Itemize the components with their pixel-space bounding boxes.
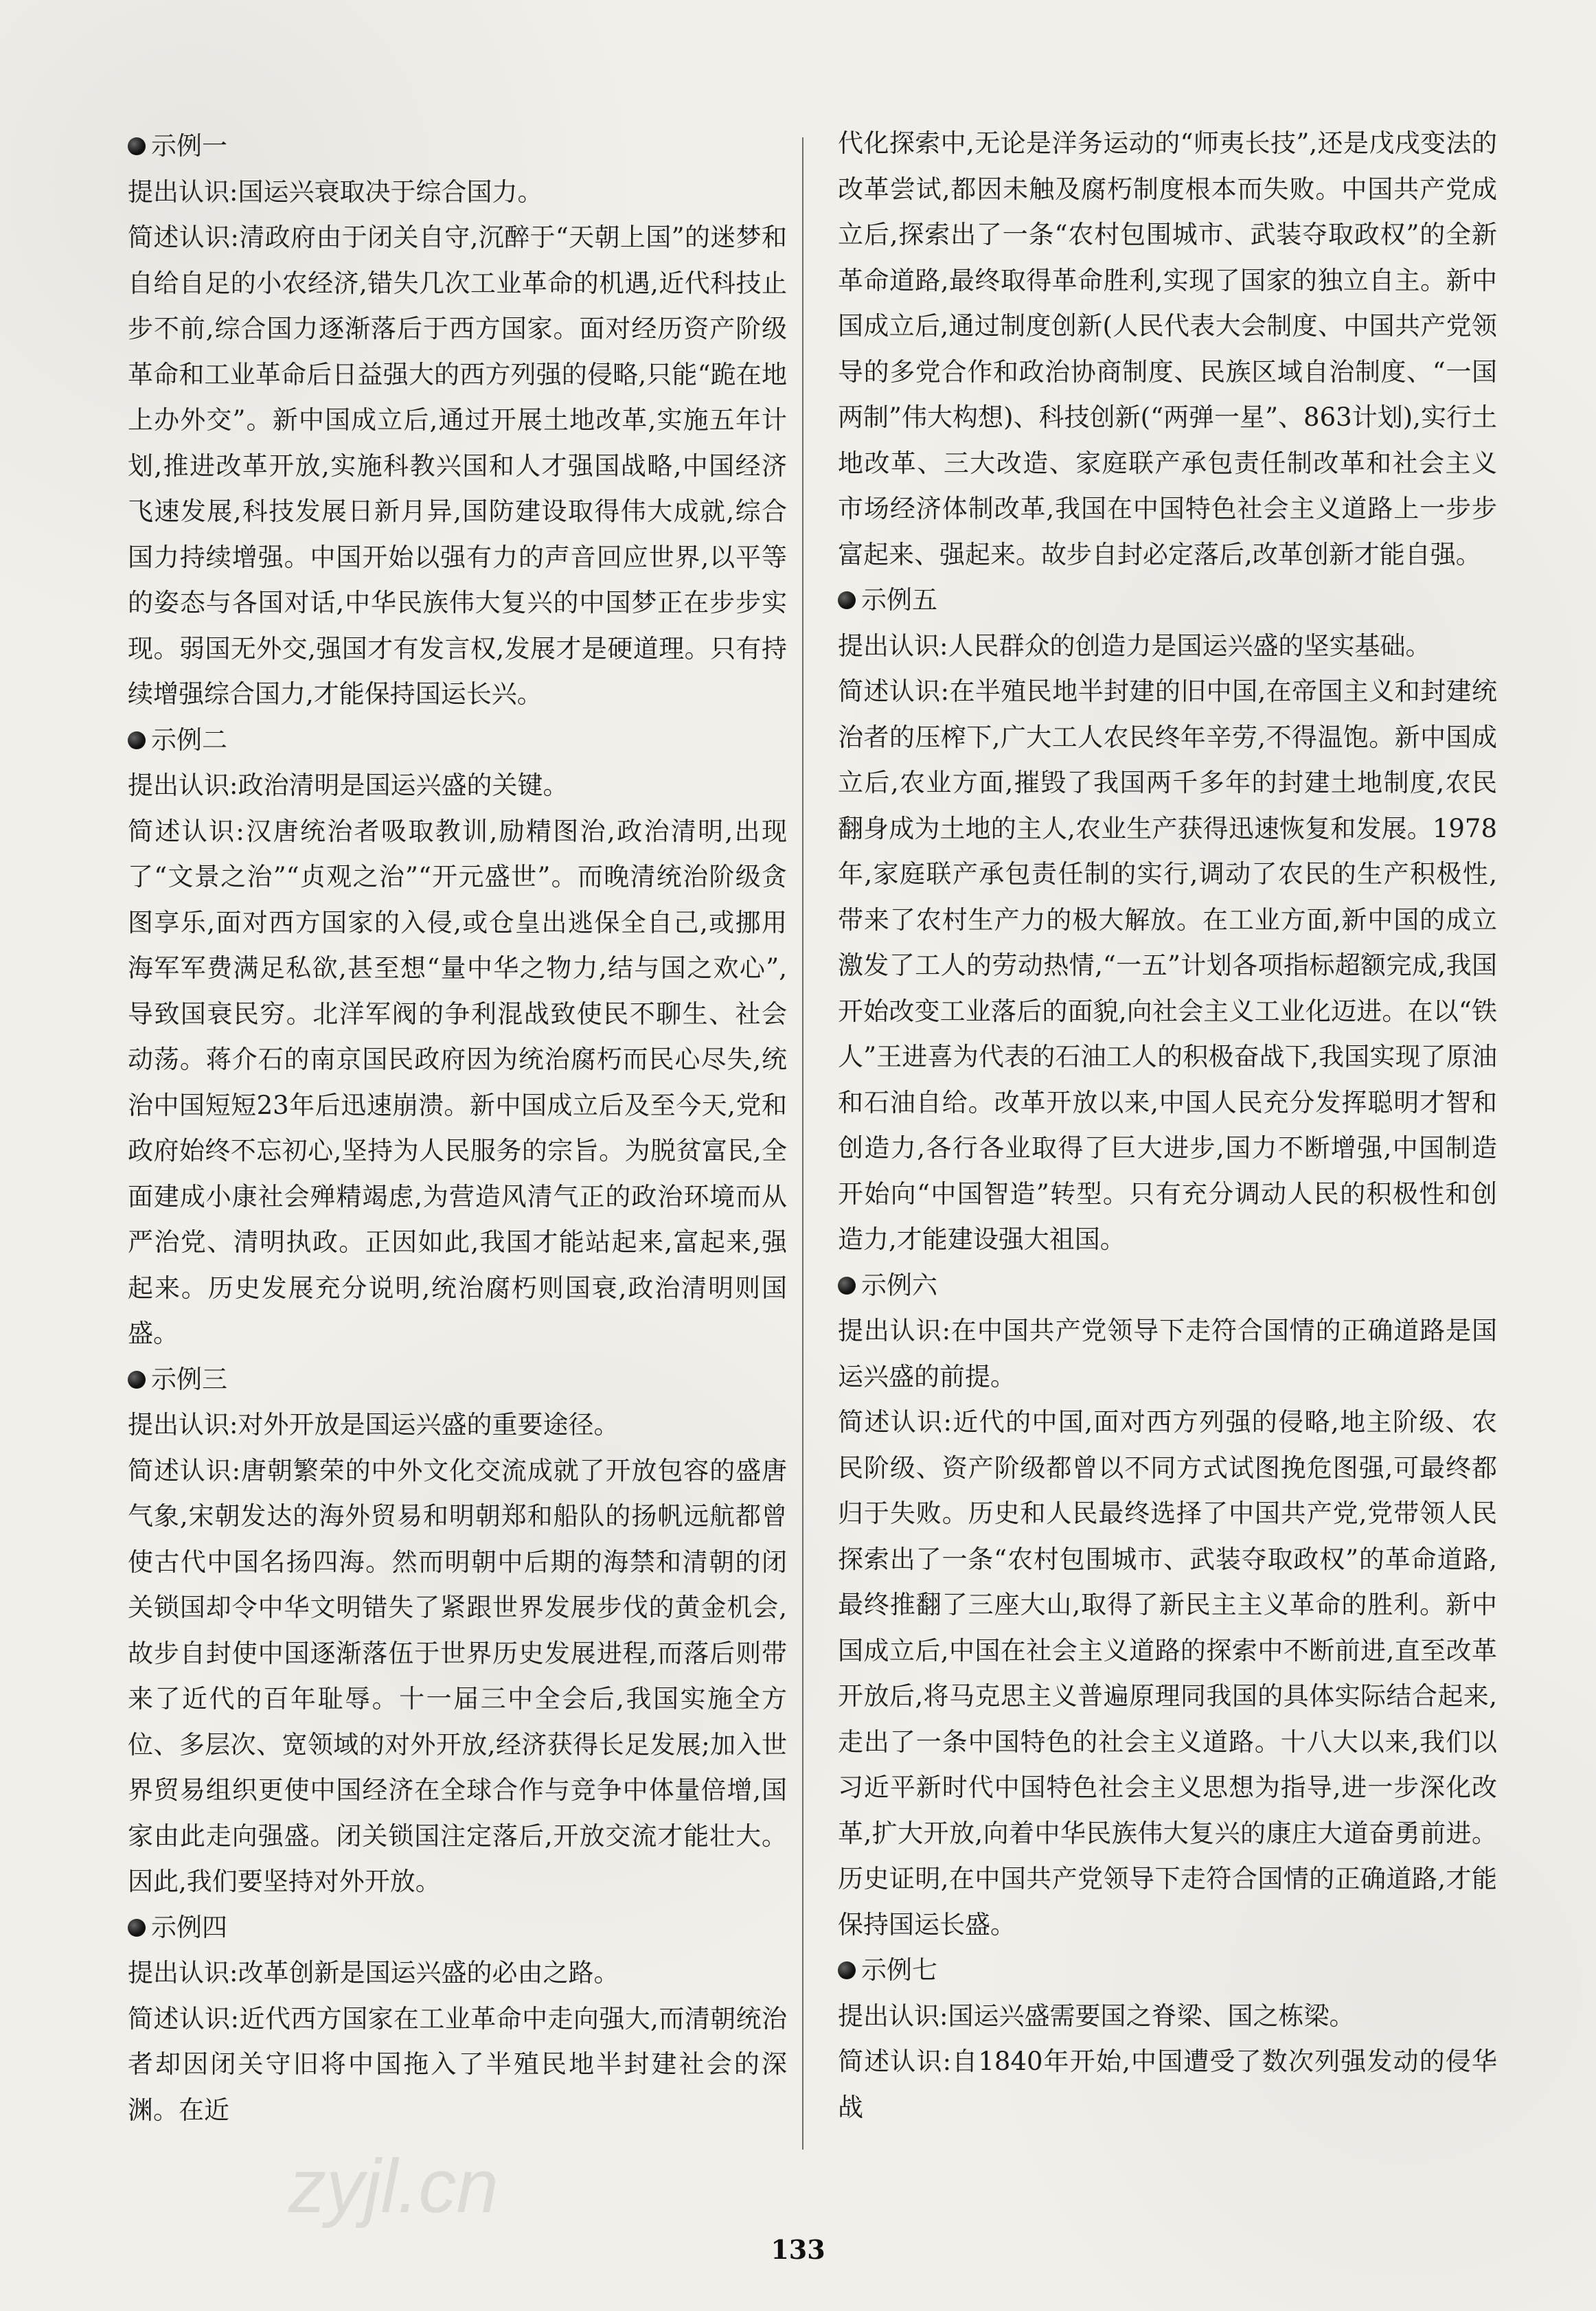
page-number: 133: [771, 2233, 825, 2265]
explanation-paragraph: 简述认识:在半殖民地半封建的旧中国,在帝国主义和封建统治者的压榨下,广大工人农民终年辛劳,不得温饱。新中国成立后,农业方面,摧毁了我国两千多年的封建土地制度,农民翻身成为土地的主人,农业生产获得迅速恢复和发展。1978年,家庭联产承包责任制的实行,调动了农民的生产积极性,带来了农村生产力的极大解放。在工业方面,新中国的成立激发了工人的劳动热情,“一五”计划各项指标超额完成,我国开始改变工业落后的面貌,向社会主义工业化迈进。在以“铁人”王进喜为代表的石油工人的积极奋战下,我国实现了原油和石油自给。改革开放以来,中国人民充分发挥聪明才智和创造力,各行各业取得了巨大进步,国力不断增强,中国制造开始向“中国智造”转型。只有充分调动人民的积极性和创造力,才能建设强大祖国。: [838, 676, 1497, 1254]
claim-paragraph: 提出认识:对外开放是国运兴盛的重要途径。: [128, 1410, 619, 1439]
section-heading: [838, 1263, 1497, 1309]
explanation-paragraph: 简述认识:唐朝繁荣的中外文化交流成就了开放包容的盛唐气象,宋朝发达的海外贸易和明朝郑和船队的扬帆远航都曾使古代中国名扬四海。然而明朝中后期的海禁和清朝的闭关锁国却令中华文明错失了紧跟世界发展步伐的黄金机会,故步自封使中国逐渐落伍于世界历史发展进程,而落后则带来了近代的百年耻辱。十一届三中全会后,我国实施全方位、多层次、宽领域的对外开放,经济获得长足发展;加入世界贸易组织更使中国经济在全球合作与竞争中体量倍增,国家由此走向强盛。闭关锁国注定落后,开放交流才能壮大。因此,我们要坚持对外开放。: [128, 1455, 787, 1896]
claim-paragraph: 提出认识:国运兴盛需要国之脊梁、国之栋梁。: [838, 2001, 1355, 2031]
section-example-2: [128, 718, 787, 1357]
section-heading-text: 示例一: [151, 131, 227, 161]
bullet-icon: [128, 137, 146, 155]
section-heading-text: 示例三: [151, 1364, 227, 1394]
section-heading: [128, 718, 787, 764]
section-example-6: [838, 1263, 1497, 1948]
section-example-4-continued: [838, 121, 1497, 578]
explanation-paragraph: 简述认识:近代的中国,面对西方列强的侵略,地主阶级、农民阶级、资产阶级都曾以不同方式试图挽危图强,可最终都归于失败。历史和人民最终选择了中国共产党,党带领人民探索出了一条“农村包围城市、武装夺取政权”的革命道路,最终推翻了三座大山,取得了新民主主义革命的胜利。新中国成立后,中国在社会主义道路的探索中不断前进,直至改革开放后,将马克思主义普遍原理同我国的具体实际结合起来,走出了一条中国特色的社会主义道路。十八大以来,我们以习近平新时代中国特色社会主义思想为指导,进一步深化改革,扩大开放,向着中华民族伟大复兴的康庄大道奋勇前进。历史证明,在中国共产党领导下走符合国情的正确道路,才能保持国运长盛。: [838, 1407, 1497, 1939]
section-heading: [838, 1948, 1497, 1994]
section-example-4: [128, 1905, 787, 2134]
section-heading-text: 示例六: [861, 1270, 937, 1300]
bullet-icon: [128, 1371, 146, 1389]
bullet-icon: [128, 731, 146, 749]
section-example-7: [838, 1948, 1497, 2130]
section-example-3: [128, 1357, 787, 1905]
page-number-badge: [767, 2218, 829, 2280]
explanation-paragraph: 简述认识:自1840年开始,中国遭受了数次列强发动的侵华战: [838, 2047, 1497, 2122]
right-column: [838, 121, 1497, 2130]
section-heading: [128, 124, 787, 170]
section-heading-text: 示例二: [151, 725, 227, 755]
claim-paragraph: 提出认识:改革创新是国运兴盛的必由之路。: [128, 1958, 619, 1988]
column-divider: [802, 137, 803, 2150]
bullet-icon: [838, 1277, 856, 1295]
section-example-5: [838, 578, 1497, 1263]
section-heading-text: 示例四: [151, 1912, 227, 1942]
section-example-1: [128, 124, 787, 718]
explanation-paragraph: 简述认识:近代西方国家在工业革命中走向强大,而清朝统治者却因闭关守旧将中国拖入了半殖民地半封建社会的深渊。在近: [128, 2003, 787, 2125]
claim-paragraph: 提出认识:人民群众的创造力是国运兴盛的坚实基础。: [838, 630, 1431, 661]
explanation-paragraph: 代化探索中,无论是洋务运动的“师夷长技”,还是戊戌变法的改革尝试,都因未触及腐朽制度根本而失败。中国共产党成立后,探索出了一条“农村包围城市、武装夺取政权”的全新革命道路,最终取得革命胜利,实现了国家的独立自主。新中国成立后,通过制度创新(人民代表大会制度、中国共产党领导的多党合作和政治协商制度、民族区域自治制度、“一国两制”伟大构想)、科技创新(“两弹一星”、863计划),实行土地改革、三大改造、家庭联产承包责任制改革和社会主义市场经济体制改革,我国在中国特色社会主义道路上一步步富起来、强起来。故步自封必定落后,改革创新才能自强。: [838, 128, 1497, 569]
bullet-icon: [128, 1919, 146, 1937]
bullet-icon: [838, 1961, 856, 1979]
claim-paragraph: 提出认识:在中国共产党领导下走符合国情的正确道路是国运兴盛的前提。: [838, 1316, 1497, 1391]
explanation-paragraph: 简述认识:清政府由于闭关自守,沉醉于“天朝上国”的迷梦和自给自足的小农经济,错失几次工业革命的机遇,近代科技止步不前,综合国力逐渐落后于西方国家。面对经历资产阶级革命和工业革命后日益强大的西方列强的侵略,只能“跪在地上办外交”。新中国成立后,通过开展土地改革,实施五年计划,推进改革开放,实施科教兴国和人才强国战略,中国经济飞速发展,科技发展日新月异,国防建设取得伟大成就,综合国力持续增强。中国开始以强有力的声音回应世界,以平等的姿态与各国对话,中华民族伟大复兴的中国梦正在步步实现。弱国无外交,强国才有发言权,发展才是硬道理。只有持续增强综合国力,才能保持国运长兴。: [128, 223, 787, 709]
section-heading-text: 示例七: [861, 1955, 937, 1985]
left-column: [128, 124, 787, 2133]
section-heading-text: 示例五: [861, 585, 937, 615]
explanation-paragraph: 简述认识:汉唐统治者吸取教训,励精图治,政治清明,出现了“文景之治”“贞观之治”“开元盛世”。而晚清统治阶级贪图享乐,面对西方国家的入侵,或仓皇出逃保全自己,或挪用海军军费满足私欲,甚至想“量中华之物力,结与国之欢心”,导致国衰民穷。北洋军阀的争利混战致使民不聊生、社会动荡。蒋介石的南京国民政府因为统治腐朽而民心尽失,统治中国短短23年后迅速崩溃。新中国成立后及至今天,党和政府始终不忘初心,坚持为人民服务的宗旨。为脱贫富民,全面建成小康社会殚精竭虑,为营造风清气正的政治环境而从严治党、清明执政。正因如此,我国才能站起来,富起来,强起来。历史发展充分说明,统治腐朽则国衰,政治清明则国盛。: [128, 816, 787, 1348]
claim-paragraph: 提出认识:国运兴衰取决于综合国力。: [128, 177, 543, 207]
bullet-icon: [838, 591, 856, 609]
watermark: zyjl.cn: [288, 2144, 499, 2229]
section-heading: [128, 1905, 787, 1951]
section-heading: [838, 578, 1497, 624]
claim-paragraph: 提出认识:政治清明是国运兴盛的关键。: [128, 771, 569, 800]
section-heading: [128, 1357, 787, 1403]
